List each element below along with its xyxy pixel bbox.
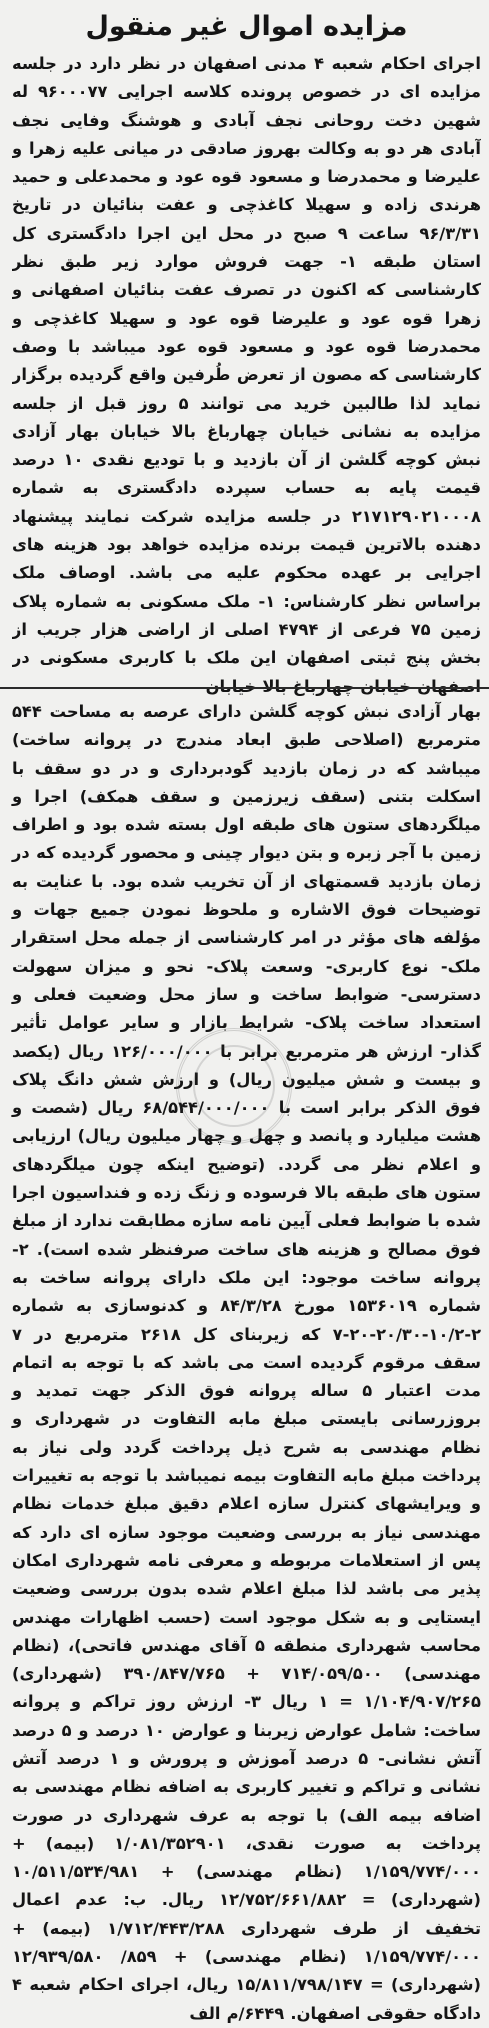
notice-column-two: بهار آزادی نبش کوچه گلشن دارای عرصه به مساحت ۵۴۴ مترمربع (اصلاحی طبق ابعاد مندرج در پروانه ساخت) میباشد که در زمان بازدید گودبرداری و در دو سقف با اسکلت بتنی (سقف زیرزمین و سقف همکف) اجرا و میلگردهای ستون های طبقه اول بسته شده بود و اطراف زمین با آجر زبره و بتن دیوار چینی و محصور گردیده که در زمان بازدید قسمتهای از آن تخریب شده بود. با عنایت به توضیحات فوق الاشاره و ملحوظ نمودن جمیع جهات و مؤلفه های مؤثر در امر کارشناسی از جمله محل استقرار ملک- نوع کاربری- وسعت پلاک- نحو و میزان سهولت دسترسی- ضوابط ساخت و ساز محل وضعیت فعلی و استعداد ساخت پلاک- شرایط بازار و سایر عوامل تأثیر گذار- ارزش هر مترمربع برابر با ۱۲۶/۰۰۰/۰۰۰ ریال (یکصد و بیست و شش میلیون ریال) و ارزش شش دانگ پلاک فوق الذکر برابر است با ۶۸/۵۴۴/۰۰۰/۰۰۰ ریال (شصت و هشت میلیارد و پانصد و چهل و چهار میلیون ریال) ارزیابی و اعلام نظر می گردد. (توضیح اینکه چون میلگردهای ستون های طبقه بالا فرسوده و زنگ زده و فنداسیون اجرا شده با ضوابط فعلی آیین نامه سازه مطابقت ندارد از مبلغ فوق مصالح و هزینه های ساخت صرفنظر شده است). ۲- پروانه ساخت موجود: این ملک دارای پروانه ساخت به شماره ۱۵۳۶۰۱۹ مورخ ۸۴/۳/۲۸ و کدنوسازی به شماره ۲-۱۰/۲-۲۰/۳۰-۲۰-۷ که زیربنای کل ۲۶۱۸ مترمربع در ۷ سقف مرقوم گردیده است می باشد که با توجه به اتمام مدت اعتبار ۵ ساله پروانه فوق الذکر جهت تمدید و بروزرسانی بایستی مبلغ مابه التفاوت در شهرداری و نظام مهندسی به شرح ذیل پرداخت گردد ولی نیاز به پرداخت مبلغ مابه التفاوت بیمه نمیباشد با توجه به تغییرات و ویرایشهای کنترل سازه اعلام دقیق مبلغ خدمات نظام مهندسی نیاز به بررسی وضعیت موجود سازه ای دارد که پس از استعلامات مربوطه و معرفی نامه شهرداری امکان پذیر می باشد لذا مبلغ اعلام شده بدون بررسی وضعیت ایستایی و به شکل موجود است (حسب اظهارات مهندس محاسب شهرداری منطقه ۵ آقای مهندس فاتحی)، (نظام مهندسی) ۷۱۴/۰۵۹/۵۰۰ + ۳۹۰/۸۴۷/۷۶۵ (شهرداری) ۱/۱۰۴/۹۰۷/۲۶۵ = ۱ ریال ۳- ارزش روز تراکم و پروانه ساخت: شامل عوارض زیربنا و عوارض ۱۰ درصد و ۵ درصد آتش نشانی- ۵ درصد آموزش و پرورش و ۱ درصد آتش نشانی و تراکم و تغییر کاربری به اضافه نظام مهندسی به اضافه بیمه الف) با توجه به عرف شهرداری در صورت پرداخت به صورت نقدی، ۱/۰۸۱/۳۵۲۹۰۱ (بیمه) + ۱/۱۵۹/۷۷۴/۰۰۰ (نظام مهندسی) + ۱۰/۵۱۱/۵۳۴/۹۸۱ (شهرداری) = ۱۲/۷۵۲/۶۶۱/۸۸۲ ریال. ب: عدم اعمال تخفیف از طرف شهرداری ۱/۷۱۲/۴۴۳/۲۸۸ (بیمه) + ۱/۱۵۹/۷۷۴/۰۰۰ (نظام مهندسی) + ۸۵۹/ ۱۲/۹۳۹/۵۸۰ (شهرداری) = ۱۵/۸۱۱/۷۹۸/۱۴۷ ریال، اجرای احکام شعبه ۴ دادگاه حقوقی اصفهان. ۶۴۴۹/م الف (12, 702, 482, 2023)
notice-title: مزایده اموال غیر منقول (85, 11, 408, 42)
notice-column-one: اجرای احکام شعبه ۴ مدنی اصفهان در نظر دارد در جلسه مزایده ای در خصوص پرونده کلاسه اجرایی ۹۶۰۰۰۷۷ له شهین دخت روحانی نجف آبادی و هوشنگ وفایی نجف آبادی هر دو به وکالت بهروز صادقی در میانی علیه زهرا و علیرضا و محمدرضا و مسعود قوه عود و محمدعلی و حمید هرندی زاده و سهیلا کاغذچی و عفت بنائیان در تاریخ ۹۶/۳/۳۱ ساعت ۹ صبح در محل این اجرا دادگستری کل استان طبقه ۱- جهت فروش موارد زیر طبق نظر کارشناسی که اکنون در تصرف عفت بنائیان اصفهانی و زهرا قوه عود و علیرضا قوه عود و سهیلا کاغذچی و محمدرضا قوه عود و مسعود قوه عود میباشد با وصف کارشناسی که مصون از تعرض طُرفین واقع گردیده برگزار نماید لذا طالبین خرید می توانند ۵ روز قبل از جلسه مزایده به نشانی خیابان چهارباغ بالا خیابان بهار آزادی نبش کوچه گلشن از آن بازدید و با تودیع نقدی ۱۰ درصد قیمت پایه به حساب سپرده دادگستری به شماره ۲۱۷۱۲۹۰۲۱۰۰۰۸ در جلسه مزایده شرکت نمایند پیشنهاد دهنده بالاترین قیمت برنده مزایده خواهد بود هزینه های اجرایی بر عهده محکوم علیه می باشد. اوصاف ملک براساس نظر کارشناس: ۱- ملک مسکونی به شماره پلاک زمین ۷۵ فرعی از ۴۷۹۴ اصلی از اراضی هزار جریب از بخش پنج ثبتی اصفهان این ملک با کاربری مسکونی در اصفهان خیابان چهارباغ بالا خیابان (12, 54, 481, 696)
column-divider (0, 687, 489, 689)
